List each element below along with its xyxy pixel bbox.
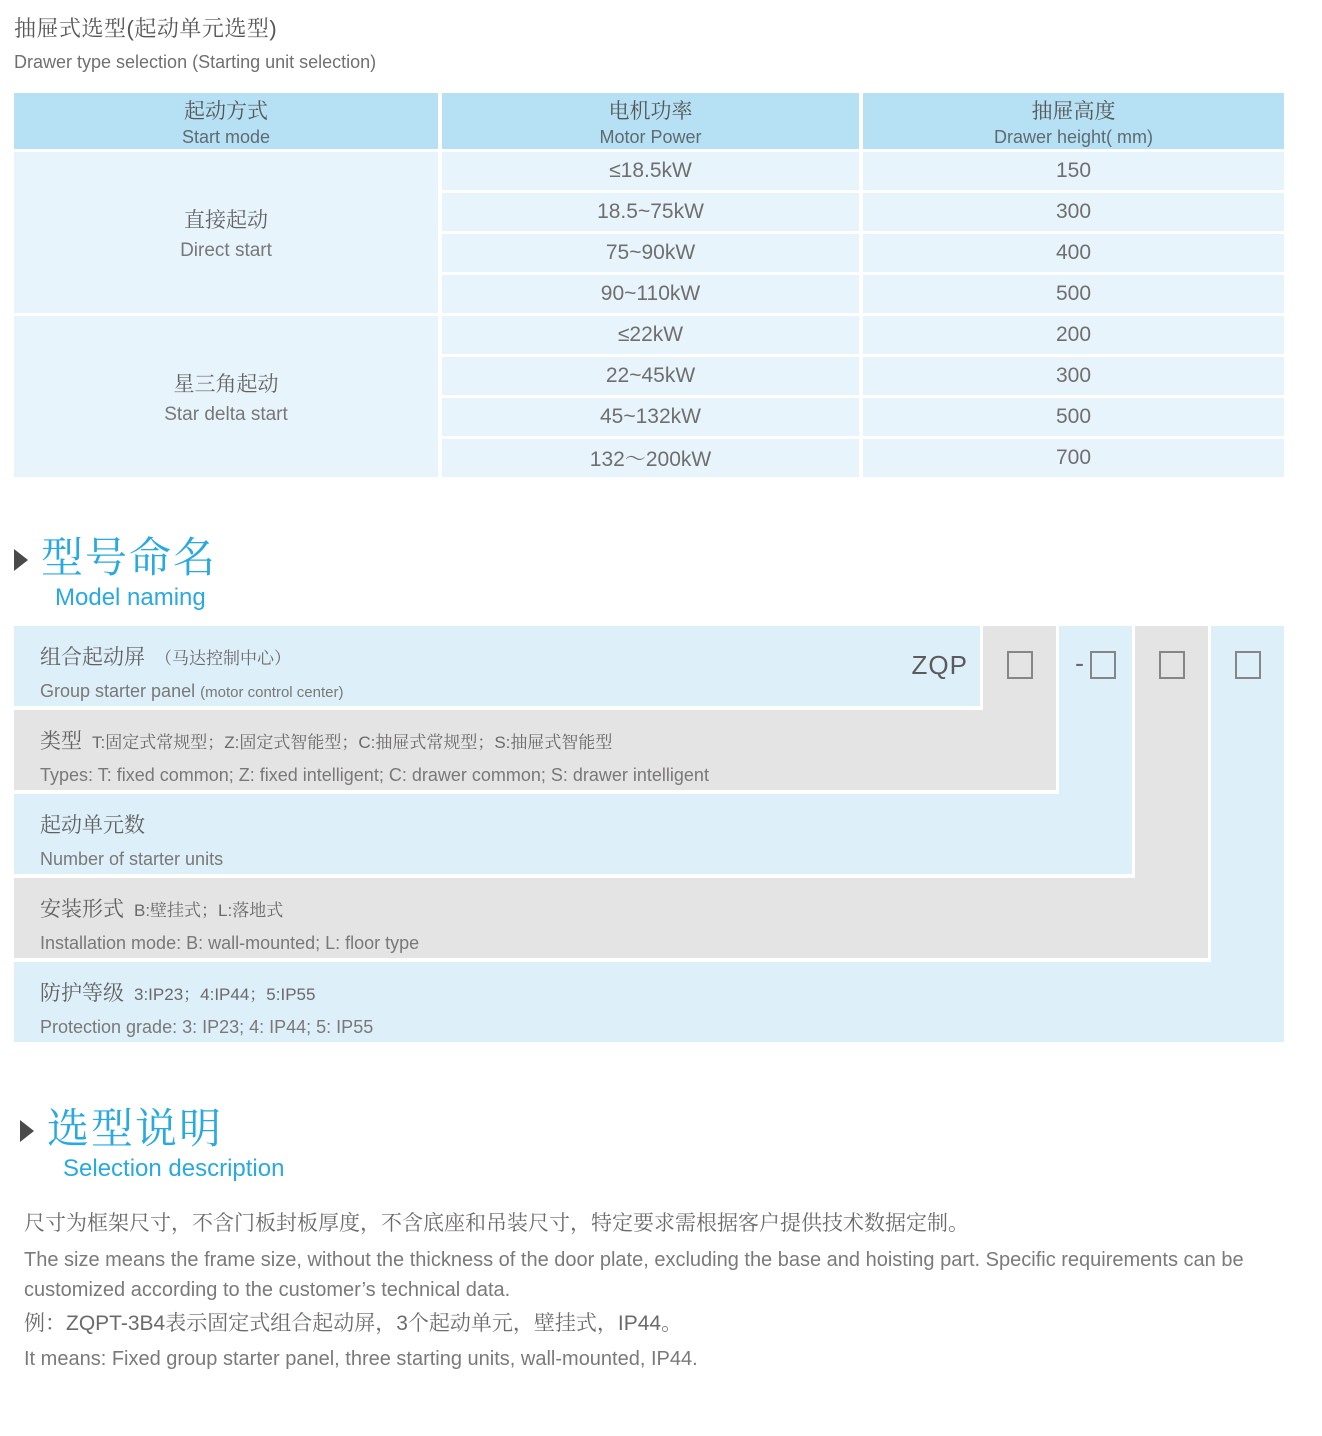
header-motor-power-en: Motor Power	[599, 126, 702, 147]
height-cell: 500	[863, 398, 1284, 436]
diagram-row-zh-line	[40, 809, 1132, 839]
model-code-box	[1159, 651, 1185, 679]
model-naming-heading-zh: 型号命名	[41, 534, 218, 581]
section-marker-icon	[14, 549, 28, 571]
table-column-drawer-height	[863, 93, 1284, 477]
diagram-row-en-line	[40, 681, 980, 702]
protection-grade-en: Protection grade: 3: IP23; 4: IP44; 5: IP55	[40, 1017, 374, 1038]
page-subtitle: Drawer type selection (Starting unit selection)	[14, 52, 377, 72]
power-cell: ≤22kW	[442, 316, 859, 354]
height-cell: 300	[863, 193, 1284, 231]
description-line-en: The size means the frame size, without the thickness of the door plate, excluding the base and hoisting part. Specific requirements can be customized according to the customer’s technical data.	[24, 1248, 1244, 1301]
height-cell: 700	[863, 439, 1284, 477]
height-cell: 200	[863, 316, 1284, 354]
model-naming-heading-wrap	[28, 535, 217, 581]
types-en: Types: T: fixed common; Z: fixed intelligent; C: drawer common; S: drawer intelligent	[40, 765, 709, 786]
diagram-row-installation-mode	[14, 878, 1208, 958]
section-marker-icon	[20, 1120, 34, 1142]
merged-cell-star-delta-start	[14, 316, 438, 477]
power-cell: 18.5~75kW	[442, 193, 859, 231]
group-starter-panel-en: Group starter panel	[40, 681, 196, 702]
header-cell-motor-power	[442, 93, 859, 149]
merged-cell-direct-start	[14, 152, 438, 313]
model-code-box	[1235, 651, 1261, 679]
model-prefix: ZQP	[911, 650, 968, 681]
header-drawer-height-en: Drawer height( mm)	[993, 126, 1154, 147]
selection-table	[14, 93, 1284, 477]
section-heading-selection-description	[20, 1106, 1284, 1152]
selection-description-heading-en: Selection description	[63, 1155, 285, 1183]
height-cell: 500	[863, 275, 1284, 313]
model-code-box	[1090, 651, 1116, 679]
section-heading-model-naming	[14, 535, 1284, 581]
diagram-row-starter-units	[14, 794, 1132, 874]
diagram-row-zh-line	[40, 641, 980, 671]
height-cell: 150	[863, 152, 1284, 190]
diagram-row-types	[14, 710, 1056, 790]
table-column-start-mode	[14, 93, 438, 477]
diagram-row-zh-line	[40, 893, 1208, 923]
diagram-row-group-starter-panel	[14, 626, 980, 706]
types-zh-note: T:固定式常规型；Z:固定式智能型；C:抽屉式常规型；S:抽屉式智能型	[92, 733, 613, 753]
types-zh: 类型	[40, 730, 82, 754]
model-code-dash: -	[1075, 648, 1084, 679]
height-cell: 400	[863, 234, 1284, 272]
selection-description-heading-zh: 选型说明	[47, 1105, 224, 1153]
header-start-mode-en: Start mode	[181, 126, 271, 147]
header-drawer-height-zh: 抽屉高度	[1031, 99, 1116, 123]
starter-units-zh: 起动单元数	[40, 814, 145, 838]
header-start-mode-zh: 起动方式	[184, 99, 268, 123]
group-starter-panel-en-note: (motor control center)	[200, 684, 344, 702]
table-column-motor-power	[442, 93, 859, 477]
installation-mode-zh: 安装形式	[40, 898, 124, 922]
group-starter-panel-zh-note: （马达控制中心）	[155, 649, 291, 669]
direct-start-en: Direct start	[180, 239, 272, 261]
star-delta-start-en: Star delta start	[164, 403, 288, 425]
header-motor-power-zh: 电机功率	[608, 99, 693, 123]
direct-start-zh: 直接起动	[184, 208, 268, 232]
power-cell: 22~45kW	[442, 357, 859, 395]
group-starter-panel-zh: 组合起动屏	[40, 646, 145, 670]
page-content	[14, 0, 1284, 1374]
power-cell: 75~90kW	[442, 234, 859, 272]
power-cell: 132～200kW	[442, 439, 859, 477]
height-cell: 300	[863, 357, 1284, 395]
model-naming-diagram	[14, 626, 1284, 1042]
power-cell: 45~132kW	[442, 398, 859, 436]
header-cell-start-mode	[14, 93, 438, 149]
diagram-row-zh-line	[40, 725, 1056, 755]
description-line-zh: 尺寸为框架尺寸，不含门板封板厚度，不含底座和吊装尺寸，特定要求需根据客户提供技术数据定制。	[24, 1212, 969, 1236]
installation-mode-en: Installation mode: B: wall-mounted; L: floor type	[40, 933, 420, 954]
diagram-row-protection-grade	[14, 962, 1284, 1042]
star-delta-start-zh: 星三角起动	[173, 372, 279, 396]
diagram-row-zh-line	[40, 977, 1284, 1007]
page-title: 抽屉式选型(起动单元选型)	[14, 16, 278, 41]
protection-grade-zh-note: 3:IP23；4:IP44；5:IP55	[134, 985, 316, 1005]
installation-mode-zh-note: B:壁挂式；L:落地式	[134, 901, 284, 921]
starter-units-en: Number of starter units	[40, 849, 224, 870]
power-cell: ≤18.5kW	[442, 152, 859, 190]
model-code-box	[1007, 651, 1033, 679]
protection-grade-zh: 防护等级	[40, 982, 124, 1006]
model-naming-heading-en: Model naming	[55, 584, 206, 612]
power-cell: 90~110kW	[442, 275, 859, 313]
example-line-zh: 例：ZQPT-3B4表示固定式组合起动屏，3个起动单元，壁挂式，IP44。	[24, 1311, 683, 1335]
example-line-en: It means: Fixed group starter panel, three starting units, wall-mounted, IP44.	[24, 1348, 698, 1371]
selection-description-body	[24, 1209, 1286, 1374]
header-cell-drawer-height	[863, 93, 1284, 149]
